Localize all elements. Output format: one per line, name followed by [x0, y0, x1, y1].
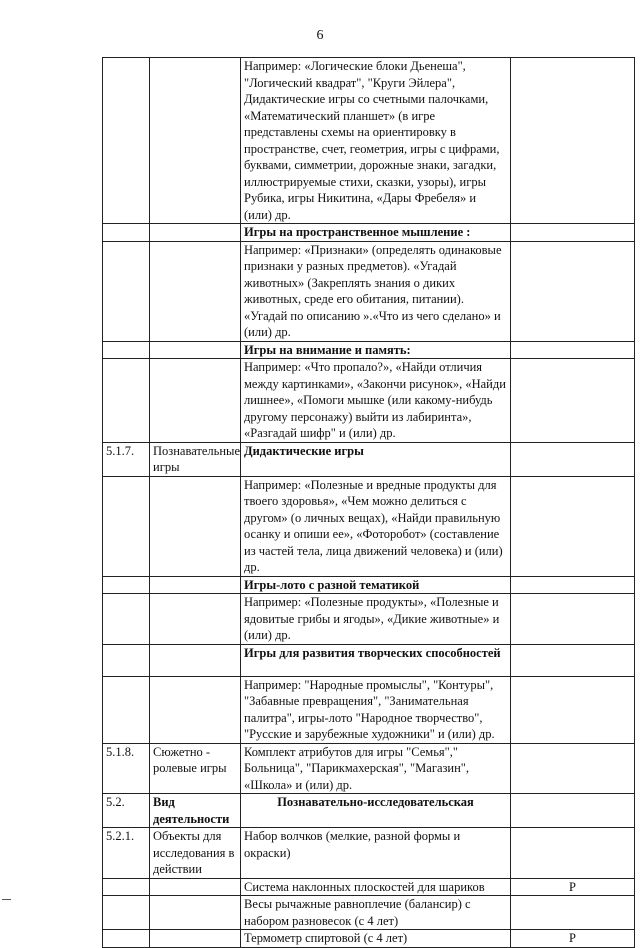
row-number-cell: 5.1.7.	[103, 442, 150, 476]
equipment-description-cell: Игры-лото с разной тематикой	[241, 576, 511, 594]
table-row	[103, 794, 635, 828]
row-number-cell	[103, 930, 150, 948]
mark-cell	[511, 594, 635, 645]
activity-type-cell: Сюжетно - ролевые игры	[150, 743, 241, 794]
table-row	[103, 878, 635, 896]
mark-cell	[511, 576, 635, 594]
table-row	[103, 896, 635, 930]
activity-type-cell	[150, 930, 241, 948]
mark-cell: Р	[511, 878, 635, 896]
mark-cell	[511, 896, 635, 930]
equipment-description-cell: Дидактические игры	[241, 442, 511, 476]
table-row	[103, 58, 635, 224]
activity-type-cell	[150, 644, 241, 676]
table-row	[103, 476, 635, 576]
equipment-description-cell: Комплект атрибутов для игры "Семья"," Больница", "Парикмахерская", "Магазин", «Школа» и (или) др.	[241, 743, 511, 794]
row-number-cell	[103, 476, 150, 576]
table-row	[103, 676, 635, 743]
activity-type-cell: Познавательные игры	[150, 442, 241, 476]
activity-type-cell	[150, 878, 241, 896]
margin-mark	[2, 899, 11, 900]
table-row	[103, 828, 635, 879]
equipment-description-cell: Игры для развития творческих способностей	[241, 644, 511, 676]
mark-cell	[511, 644, 635, 676]
mark-cell: Р	[511, 930, 635, 948]
equipment-description-cell: Например: «Признаки» (определять одинаковые признаки у разных предметов). «Угадай животных» (Закреплять знания о диких животных, среде его обитания, питании). «Угадай по описанию ».«Что из чего сделано» и (или) др.	[241, 241, 511, 341]
row-number-cell: 5.2.	[103, 794, 150, 828]
equipment-description-cell: Набор волчков (мелкие, разной формы и окраски)	[241, 828, 511, 879]
mark-cell	[511, 676, 635, 743]
row-number-cell	[103, 241, 150, 341]
mark-cell	[511, 224, 635, 242]
activity-type-cell	[150, 341, 241, 359]
mark-cell	[511, 828, 635, 879]
equipment-description-cell: Например: "Народные промыслы", "Контуры", "Забавные превращения", "Занимательная палитра", игры-лото "Народное творчество", "Русские и зарубежные художники" и (или) др.	[241, 676, 511, 743]
activity-type-cell	[150, 359, 241, 443]
row-number-cell	[103, 341, 150, 359]
row-number-cell	[103, 676, 150, 743]
row-number-cell	[103, 896, 150, 930]
activity-type-cell	[150, 241, 241, 341]
equipment-description-cell: Весы рычажные равноплечие (балансир) с набором разновесок (с 4 лет)	[241, 896, 511, 930]
equipment-description-cell: Термометр спиртовой (с 4 лет)	[241, 930, 511, 948]
row-number-cell	[103, 644, 150, 676]
table-row	[103, 241, 635, 341]
mark-cell	[511, 341, 635, 359]
equipment-table	[102, 57, 635, 948]
row-number-cell	[103, 878, 150, 896]
equipment-description-cell: Игры на внимание и память:	[241, 341, 511, 359]
activity-type-cell	[150, 224, 241, 242]
mark-cell	[511, 241, 635, 341]
activity-type-cell	[150, 58, 241, 224]
activity-type-cell	[150, 476, 241, 576]
table-row	[103, 930, 635, 948]
row-number-cell	[103, 594, 150, 645]
table-row	[103, 224, 635, 242]
mark-cell	[511, 58, 635, 224]
table-row	[103, 644, 635, 676]
activity-type-cell	[150, 594, 241, 645]
equipment-description-cell: Например: «Полезные и вредные продукты для твоего здоровья», «Чем можно делиться с другом» (о личных вещах), «Найди правильную осанку и опиши ее», «Фоторобот» (составление из частей тела, лица движений человека) и (или) др.	[241, 476, 511, 576]
row-number-cell	[103, 576, 150, 594]
row-number-cell: 5.2.1.	[103, 828, 150, 879]
table-body	[103, 58, 635, 948]
equipment-description-cell: Система наклонных плоскостей для шариков	[241, 878, 511, 896]
activity-type-cell: Объекты для исследования в действии	[150, 828, 241, 879]
activity-type-cell: Вид деятельности	[150, 794, 241, 828]
table-row	[103, 341, 635, 359]
table-row	[103, 743, 635, 794]
mark-cell	[511, 442, 635, 476]
page-number: 6	[316, 28, 324, 43]
mark-cell	[511, 476, 635, 576]
row-number-cell	[103, 224, 150, 242]
mark-cell	[511, 794, 635, 828]
table-row	[103, 359, 635, 443]
table-row	[103, 442, 635, 476]
activity-type-cell	[150, 576, 241, 594]
equipment-description-cell: Познавательно-исследовательская	[241, 794, 511, 828]
row-number-cell	[103, 359, 150, 443]
mark-cell	[511, 743, 635, 794]
equipment-description-cell: Например: «Полезные продукты», «Полезные и ядовитые грибы и ягоды», «Дикие животные» и (или) др.	[241, 594, 511, 645]
table-row	[103, 576, 635, 594]
table-row	[103, 594, 635, 645]
mark-cell	[511, 359, 635, 443]
activity-type-cell	[150, 676, 241, 743]
row-number-cell: 5.1.8.	[103, 743, 150, 794]
row-number-cell	[103, 58, 150, 224]
equipment-description-cell: Например: «Что пропало?», «Найди отличия между картинками», «Закончи рисунок», «Найди лишнее», «Помоги мышке (или какому-нибудь другому персонажу) выйти из лабиринта», «Разгадай шифр" и (или) др.	[241, 359, 511, 443]
equipment-description-cell: Игры на пространственное мышление :	[241, 224, 511, 242]
equipment-description-cell: Например: «Логические блоки Дьенеша", "Логический квадрат", "Круги Эйлера", Дидактические игры со счетными палочками, «Математический планшет» (в игре представлены схемы на ориентировку в пространстве, счет, геометрия, игры с цифрами, буквами, симметрии, дорожные знаки, загадки, иллюстрируемые стихи, сказки, узоры), игры Рубика, игры Никитина, «Дары Фребеля» и (или) др.	[241, 58, 511, 224]
activity-type-cell	[150, 896, 241, 930]
